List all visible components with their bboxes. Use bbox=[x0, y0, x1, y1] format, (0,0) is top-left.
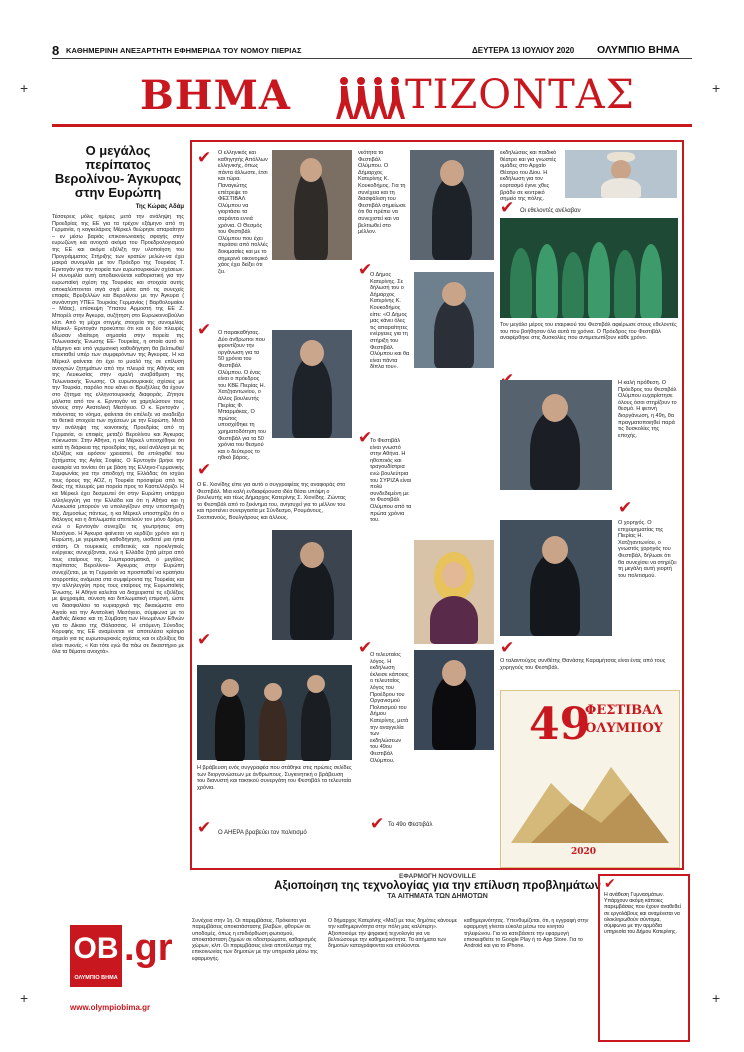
photo-mayor bbox=[410, 150, 494, 260]
bottom-article-header bbox=[255, 873, 620, 900]
advert-logo-caption: ΟΛΥΜΠΙΟ ΒΗΜΑ bbox=[74, 975, 118, 981]
checkmark-icon: ✔ bbox=[618, 498, 633, 518]
advert-domain: .gr bbox=[124, 927, 173, 969]
checkmark-icon: ✔ bbox=[358, 638, 373, 658]
opinion-author: Της Κώρας Αδάμ bbox=[135, 204, 184, 210]
masthead-right-word: ΤΙΖΟΝΤΑΣ bbox=[405, 72, 635, 118]
photo-volunteers bbox=[500, 218, 678, 318]
section-masthead bbox=[140, 70, 635, 120]
sidebox-text: Η ανάθεση Γυμνασμάτων. Υπάρχουν ακόμη κάποιες παρεμβάσεις που έχουν αναθεθεί σε εργολάβους και αναμένεται να ολοκληρωθούν σύντομα, σύμφωνα με την αρμόδια υπηρεσία του Δήμου Κατερίνης. bbox=[604, 892, 681, 936]
article-text-block: Ο ελληνικός και καθηγητής Απόλλων ελληνικής, όπως πάντα άλλωστε, έτσι και τώρα. Παναγιώτης επέτρεψε το ΦΕΣΤΙΒΑΛ Ολύμπου να γιορτάσει τα σαράντα εννιά χρόνια. Ο Θεσμός του Φεστιβάλ Ολύμπου που έχει περάσει από πολλές δοκιμασίες και με το σημερινό οικονομικό χάος έχει δείξει ότι ζει. bbox=[218, 150, 268, 275]
registration-mark: + bbox=[712, 80, 721, 96]
bottom-text-column: Ο δήμαρχος Κατερίνης «Μαζί με τους δημότες κάνουμε την καθημερινότητα στην πόλη μας καλύτερη». Αξιοποιούμε την ψηφιακή τεχνολογία για να βελτιώσουμε την καθημερινότητα. Τα αιτήματα των δημοτών καταγράφονται και επιλύονται. bbox=[328, 918, 458, 950]
checkmark-icon: ✔ bbox=[197, 320, 212, 340]
checkmark-icon: ✔ bbox=[358, 428, 373, 448]
runners-logo-icon bbox=[336, 75, 406, 123]
registration-mark: + bbox=[20, 80, 29, 96]
photo-caption: Οι εθελοντές ανέλαβαν bbox=[520, 208, 581, 214]
page-header bbox=[52, 42, 692, 59]
checkmark-icon: ✔ bbox=[197, 630, 212, 650]
festival-poster bbox=[500, 690, 680, 868]
issue-date: ΔΕΥΤΕΡΑ 13 ΙΟΥΛΙΟΥ 2020 bbox=[472, 46, 575, 55]
photo-singer bbox=[414, 540, 494, 644]
advert-logo: ΟΒ bbox=[70, 925, 122, 987]
bottom-text-column: Συνέχεια στην 1η. Οι παρεμβάσεις. Πρόκειται για παρεμβάσεις αποκατάστασης βλαβών, φθορών σε υποδομές, όπως η επιδιόρθωση φωτισμού, αποκατάσταση ζημιών σε οδοστρώματα, καθαρισμός χώρων, κλπ. Οι παρεμβάσεις είναι αποτέλεσμα της επικοινωνίας των δημοτών με την υπηρεσία μέσω της εφαρμογής. bbox=[192, 918, 318, 962]
article-text-block: Το Φεστιβάλ είναι γνωστό στην Αθήνα. Η ηθοποιός και τραγουδίστρια ενώ βουλεύτρια του ΣΥΡΙΖΑ είναι πολύ συνδεδεμένη με το Φεστιβάλ Ολύμπου από τα πρώτα χρόνια του. bbox=[370, 438, 412, 524]
checkmark-icon: ✔ bbox=[500, 638, 515, 658]
article-text-block: Η βράβευση ενός συγγραφέα που στάθηκε στις πρώτες σελίδες των διοργανώσεων με άνθρωπους. Συγκινητική ο βράβευση του διανυστή και τακτικού συνεργάτη του Φεστιβάλ τα τελευταία χρόνια. bbox=[197, 765, 352, 791]
registration-mark: + bbox=[20, 990, 29, 1006]
photo-award-ceremony bbox=[197, 665, 352, 760]
checkmark-icon: ✔ bbox=[358, 260, 373, 280]
article-text-block: Ο Ε. Χιονίδης είπε για αυτό ο συγγραφέας της αναφοράς στο Φεστιβάλ. Μια καλή ενδιαφέρουσα ιδέα θέσει υπόψη ο βουλευτής και τέως Δήμαρχος Κατερίνης Σ. Χιονίδης. Ζώντας το Φεστιβάλ από το ξεκίνημα του, ανησυχεί για το μέλλον του και προτείνει συνεργασία με Σύνδεσμο, Ρουμάνους, Σκοπιανούς, Βουλγάρους και άλλους. bbox=[197, 482, 346, 521]
photo-speaker bbox=[272, 330, 352, 438]
article-text-block: Ο παρακαθήσας. Δύο άνθρωποι που φροντίζουν την οργάνωση για τα 50 χρόνια του Φεστιβάλ Ολύμπου. Ο ένας είναι ο πρόεδρος του ΚΒΕ Πιερίας Η. Χατζηαντωνίου, ο άλλος βουλευτής Πιερίας Φ. Μπαρμάκας. Ο πρώτος υποσχέθηκε τη χρηματοδότηση του Φεστιβάλ για τα 50 χρόνια του θεσμού και ο δεύτερος το ηθικό βάρος. bbox=[218, 330, 266, 462]
article-text-block: νεότητα το Φεστιβάλ Ολύμπου. Ο Δήμαρχος Κατερίνης Κ. Κουκοδήμος. Για τη συνέχεια και τη διασφάλιση του Φεστιβάλ σημείωσε ότι θα πρέπει να συνεχιστεί και να βελτιωθεί στο μέλλον. bbox=[358, 150, 406, 236]
photo-sponsor bbox=[500, 520, 612, 636]
sidebox-article bbox=[598, 874, 690, 1042]
photo-caption: Το 49ο Φεστιβάλ bbox=[388, 822, 433, 828]
masthead-left-word: ΒΗΜΑ bbox=[140, 72, 291, 119]
article-text-block: εκδηλώσεις και παιδικό θέατρο και για γνωστές ομάδες στο Αρχαίο Θέατρο του Δίου. Η εκδήλωση για τον εορτασμό έγινε χθες βράδυ σε κεντρικό σημείο της πόλης. bbox=[500, 150, 557, 203]
newspaper-name: ΟΛΥΜΠΙΟ ΒΗΜΑ bbox=[597, 44, 680, 56]
bottom-kicker: ΕΦΑΡΜΟΓΗ NOVOVILLE bbox=[399, 873, 476, 880]
advert-url[interactable]: www.olympiobima.gr bbox=[70, 1003, 151, 1012]
bottom-title: Αξιοποίηση της τεχνολογίας για την επίλυση προβλημάτων bbox=[274, 880, 601, 892]
photo-speaker bbox=[272, 530, 352, 640]
poster-word: ΦΕΣΤΙΒΑΛ bbox=[585, 703, 663, 718]
photo-caption: Ο ΑΗΕΡΑ βραβεύει τον πολιτισμό bbox=[218, 830, 307, 836]
opinion-title: Ο μεγάλος περίπατος Βερολίνου- Άγκυρας στην Ευρώπη bbox=[54, 143, 182, 200]
checkmark-icon: ✔ bbox=[197, 818, 212, 838]
article-text-block: Ο χορηγός. Ο επιχειρηματίας της Πιερίας Η. Χατζηαντωνίου, ο γνωστός χορηγός του Φεστιβάλ, δήλωσε ότι θα συνεχίσει να στηρίζει τη μεγάλη αυτή γιορτή του πολιτισμού. bbox=[618, 520, 677, 579]
checkmark-icon: ✔ bbox=[197, 148, 212, 168]
photo-speaker bbox=[414, 272, 494, 368]
masthead-rule bbox=[52, 124, 692, 127]
article-text-block: Ο ταλαντούχος συνθέτης Θανάσης Καραμήτσας είναι ένας από τους χορηγούς του Φεστιβάλ. bbox=[500, 658, 666, 671]
bottom-text-column: καθημερινότητας. Υπενθυμίζεται, ότι, η εγγραφή στην εφαρμογή γίνεται εύκολα μέσω του κινητού τηλεφώνου. Για να κατεβάσετε την εφαρμογή επισκεφθείτε το Google Play ή το App Store. Για το Android και για το iPhone. bbox=[464, 918, 589, 950]
checkmark-icon: ✔ bbox=[500, 198, 515, 218]
checkmark-icon: ✔ bbox=[197, 460, 212, 480]
photo-speaker bbox=[272, 150, 352, 260]
article-text-block: Η καλή πρόθεση. Ο Πρόεδρος του Φεστιβάλ Ολύμπου ευχαρίστησε όλους όσοι στηρίζουν το θεσμό. Η φετινή διοργάνωση, η 49η, θα πραγματοποιηθεί παρά τις δυσκολίες της εποχής. bbox=[618, 380, 677, 439]
checkmark-icon: ✔ bbox=[370, 814, 385, 834]
article-text-block: Τον μεγάλο μέρος του εταιρικού του Φεστιβάλ αφιέρωσε στους εθελοντές του που βοήθησαν όλα αυτά τα χρόνια. Ο Πρόεδρος του Φεστιβάλ αναφέρθηκε στις δυσκολίες που αντιμετωπίζουν κάθε χρόνο. bbox=[500, 322, 677, 342]
opinion-article bbox=[52, 144, 184, 904]
poster-year: 2020 bbox=[571, 847, 597, 857]
article-text-block: Ο τελευταίος λόγος. Η εκδήλωση έκλεισε κάποιος ο τελευταίος λόγος του Προέδρου του Οργανισμού Πολιτισμού του Δήμου Κατερίνης, μετά την αναγγελία των εκδηλώσεων του 49ου Φεστιβάλ Ολύμπου. bbox=[370, 652, 409, 764]
page-number: 8 bbox=[52, 43, 60, 58]
opinion-body: Τέσσερεις μόλις ημέρες μετά την ανάληψη της Προεδρίας της ΕΕ για τα τρέχον εξάμηνο από τη Γερμανία, η καγκελάριος Μέρκελ θεώρησε απαραίτητο – εν μέσω βαριάς επικοινωνιακής σφαγής στην ευρωζώνη και ανοιχτά ακόμα του Προεδρολογισμού της ΕΕ και ακόμα εξέλιξη την υλοποίηση του Προγράμματος Στήριξης των κρατών μελών-να έχει μακρά συνομιλία με τον Πρόεδρο της Τουρκίας Τ. Ερντογάν για την πορεία των ευρωτουρκικών σχέσεων. Η συνομιλία αυτή αποδεικνύεται καθοριστική για την ευρωπαϊκή σχέση της Τουρκίας και στοιχεία αυτής αποκαλύπτονται σιγά σιγά μέσα από τις συνεχείς επαφές Βρυξελλών και Βερολίνου με την Άγκυρα ( συνάντηση ΥΠΕΞ Τουρκίας Γερμανίας ( Βαρθολομαίου – Μάας), επίσκεψη Ύπατου Αρμοστή της ΕΕ Ζ. Μπορέλ στην Άγκυρα, συζήτηση στο Ευρωκοινοβούλιο κλπ. Από τη μέχρι στιγμής στοιχεία της συνομιλίας Μέρκελ- Ερντογάν προκύπτει ότι και οι δύο πλευρές έδωσαν ιδιαίτερη σημασία στην πορεία της Τελωνειακής Ένωσης ΕΕ- Τουρκίας, η οποία αυτό το εξάμηνο και υπό γερμανική καθοδήγηση θα βελτιωθεί/επεκταθεί υπέρ των συμφερόντων της Άγκυρας. Η κα Μέρκελ φαίνεται ότι έχει το μυαλό της σε επίλυση ανοιχτών ζητημάτων από την πλευρά της Αθήνας και της Λευκωσίας στην ομαλή αναβάθμιση της Τελωνειακής Ένωσης. Οι ευρωτουρκικές σχέσεις με την Τουρκία, παρόλο που κάνει οι Βρυξέλλες θα έχουν στο ζήτημα της ελληνοτουρκικής διαφοράς. Ζήτησε μάλιστα από τον κ. Ερντογάν να χαμηλώσουν τους τόνους στην Ανατολική Μεσόγειο. Ο κ. Ερντογάν , πιάνοντας το νόημα, φαίνεται ότι επέλεξε να αναδείξει τα θετικά στοιχεία των σχέσεων με την Ευρώπη. Μετά την ανάληψη της κοινοτικής Προεδρίας από τη Γερμανία, οι επαφές μεταξύ Βερολίνου και Άγκυρας πύκνωσαν. Στην Αθήνα, η κα Μέρκελ υποσχέθηκε ότι κατά τη διάρκεια της προεδρίας της, εκεί ανάλογα με τις εξελίξεις και εφόσον χρειαστεί, θα επιληφθεί του ζητήματος της Αγίας Σοφίας. Ο Ερντογάν βρήκε την ευκαιρία να τονίσει ότι με βάση της Ελληνο-Γερμανικής Συμφωνίας για την αποδοχή της Ελλάδας ότι ισχύει τους όρους της ΑΟΖ, η Τουρκία προσφέρει από τις δικές της πλευρές μια πορεία προς το Καστελλόριζο. Η κα Μέρκελ έχει δεσμευτεί ότι στην Ευρώπη υπάρχει αλληλεγγύη για την Ελλάδα και ότι η Αθήνα και η Λευκωσία μπορούν να υπολογίζουν στην υποστήριξή της. Δημοσίως πάντως, η κα Μέρκελ υποστηρίζει ότι ο διάλογος και η διπλωματία αποτελούν τον μόνο δρόμο, ενώ ο Ερντογάν συνεχίζει τις γεωτρήσεις στη Μεσόγειο. Η Άγκυρα φαίνεται να κερδίζει χρόνο και η Ευρώπη, με γερμανική καθοδήγηση, υιοθετεί μια ήπια στάση. Οι τουρκικές επιθετικές και προκλητικές ενέργειες συνεχίζονται, ενώ η Ελλάδα ζητά μέτρα από τους εταίρους της. Συμπερασματικά, ο μεγάλος περίπατος Βερολίνου- Άγκυρας στην Ευρώπη συνεχίζεται, με τη Γερμανία να προσπαθεί να κρατήσει ισορροπίες ανάμεσα στα συμφέροντα της Τουρκίας και την αλληλεγγύη προς τους εταίρους της Ευρωπαϊκής Ένωσης. Η Αθήνα καλείται να διαχειριστεί τις εξελίξεις με ψυχραιμία, σύνεση και διπλωματική επιμονή, ώστε να διασφαλίσει τα κυριαρχικά της δικαιώματα στο Αιγαίο και την Ανατολική Μεσόγειο, σύμφωνα με το Διεθνές Δίκαιο και τη Σύμβαση των Ηνωμένων Εθνών για το Δίκαιο της Θάλασσας. Η επόμενη Σύνοδος Κορυφής της ΕΕ αναμένεται να αποτελέσει κρίσιμο σημείο για τις ευρωτουρκικές σχέσεις και οι εξελίξεις θα είναι πυκνές. « Και τότε εγώ θα πάω σε δικαστήριο με όλα τα θέματα ανοιχτά». bbox=[52, 214, 184, 656]
poster-mountain-icon bbox=[511, 753, 669, 843]
article-text-block: Ο Δήμος Κατερίνης. Σε δήλωσή του ο Δήμαρχος Κατερίνης Κ. Κουκοδήμος είπε: «Ο Δήμος μας κάνει όλες τις απαραίτητες ενέργειες για τη στήριξη του Φεστιβάλ Ολύμπου και θα είναι πάντα δίπλα του». bbox=[370, 272, 410, 371]
photo-priest bbox=[414, 650, 494, 750]
checkmark-icon: ✔ bbox=[604, 876, 616, 892]
newspaper-tagline: ΚΑΘΗΜΕΡΙΝΗ ΑΝΕΞΑΡΤΗΤΗ ΕΦΗΜΕΡΙΔΑ ΤΟΥ ΝΟΜΟΥ ΠΙΕΡΙΑΣ bbox=[66, 46, 302, 55]
poster-word-2: ΟΛΥΜΠΟΥ bbox=[585, 721, 663, 736]
photo-guest bbox=[565, 150, 677, 198]
photo-president bbox=[500, 380, 612, 490]
bottom-subtitle: ΤΑ ΑΙΤΗΜΑΤΑ ΤΩΝ ΔΗΜΟΤΩΝ bbox=[387, 893, 488, 900]
registration-mark: + bbox=[712, 990, 721, 1006]
website-advert[interactable] bbox=[70, 925, 182, 1043]
poster-number: 49 bbox=[529, 699, 591, 750]
